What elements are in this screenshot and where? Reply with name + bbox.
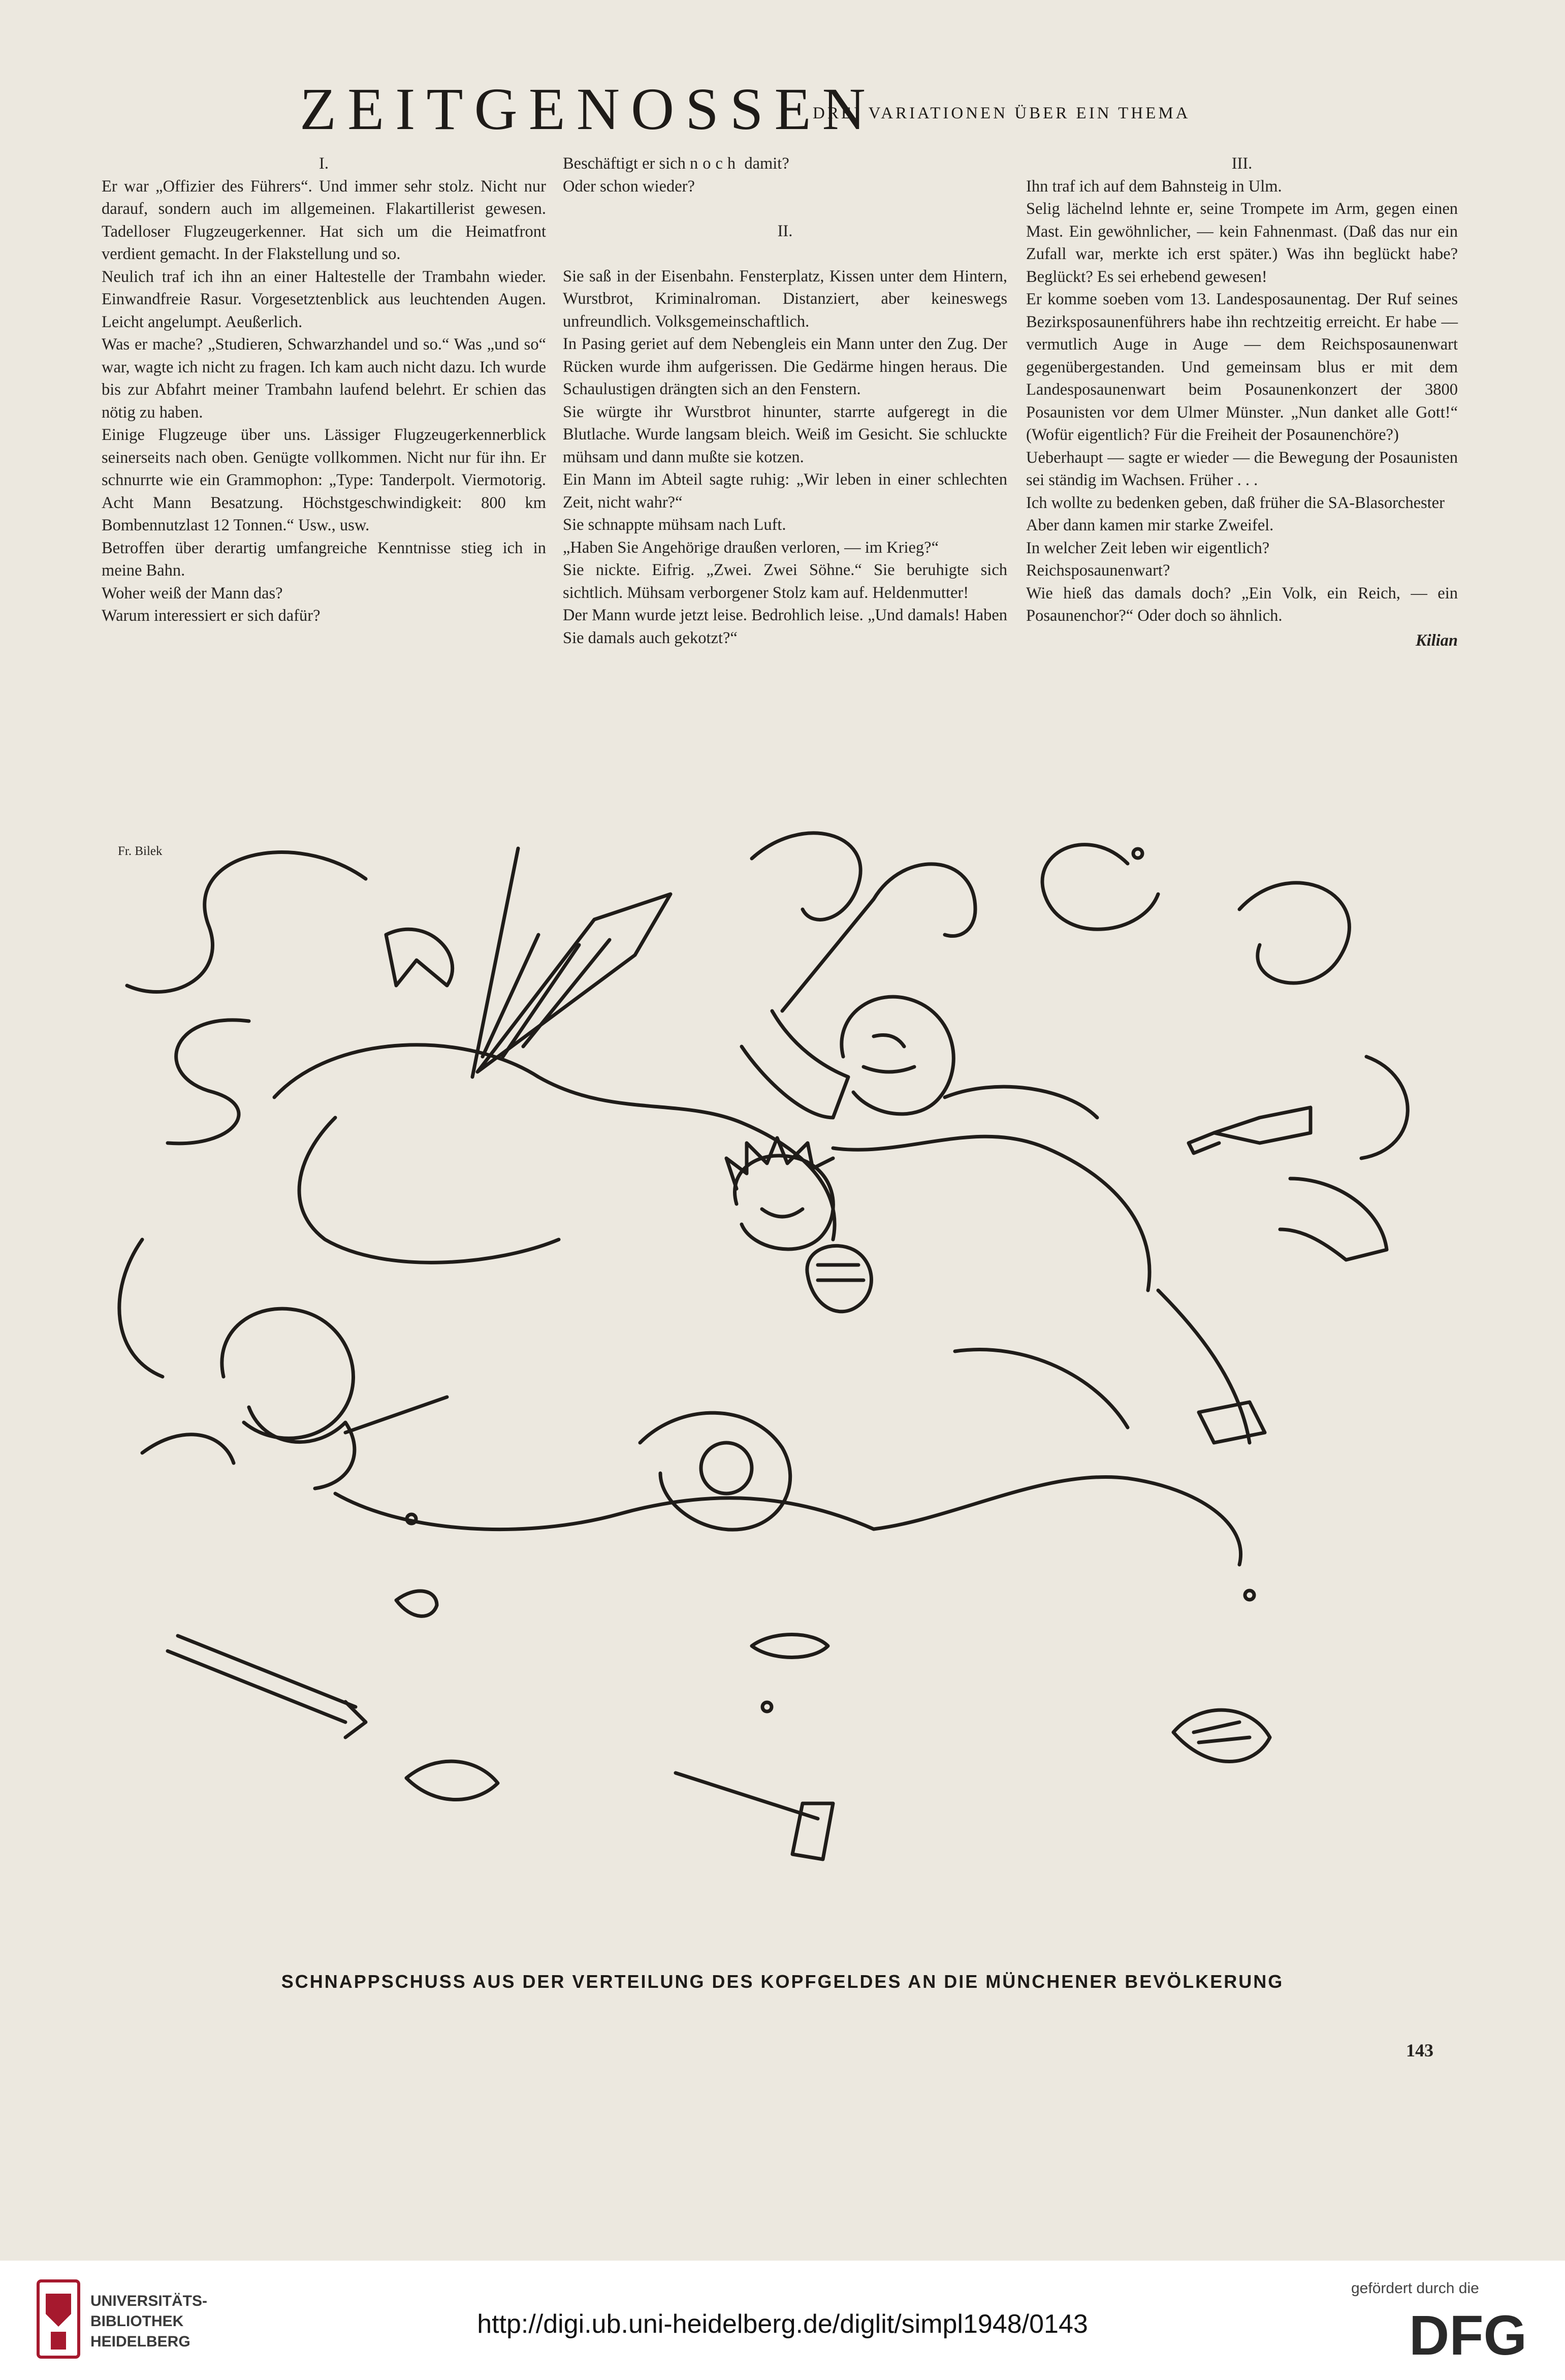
- institution-line: UNIVERSITÄTS-: [90, 2293, 208, 2309]
- paragraph: Aber dann kamen mir starke Zweifel.: [1026, 516, 1274, 534]
- paragraph: Wie hieß das damals doch? „Ein Volk, ein Reich, — ein Posaunenchor?“ Oder doch so ähnlich.: [1026, 584, 1458, 625]
- paragraph: Neulich traf ich ihn an einer Haltestelle der Trambahn wieder. Einwandfreie Rasur. Vorgesetztenblick aus leuchtenden Augen. Leicht angelumpt. Aeußerlich.: [102, 267, 546, 331]
- page-subtitle: DREI VARIATIONEN ÜBER EIN THEMA: [813, 104, 1191, 122]
- intro-text: damit?: [744, 154, 789, 173]
- institution-line: BIBLIOTHEK: [90, 2313, 184, 2330]
- illustration-caption: SCHNAPPSCHUSS AUS DER VERTEILUNG DES KOPFGELDES AN DIE MÜNCHENER BEVÖLKERUNG: [281, 1971, 1284, 1992]
- paragraph: Was er mache? „Studieren, Schwarzhandel und so.“ Was „und so“ war, wagte ich nicht zu fragen. Ich kam auch nicht dazu. Ich wurde bis zur Abfahrt meiner Trambahn laufend belehrt. Er schien das nötig zu haben.: [102, 335, 546, 422]
- artist-credit: Fr. Bilek: [118, 844, 163, 858]
- paragraph: Sie nickte. Eifrig. „Zwei. Zwei Söhne.“ Sie beruhigte sich sichtlich. Mühsam verborgener Stolz kam auf. Heldenmutter!: [563, 561, 1007, 602]
- author-signature: Kilian: [1415, 631, 1458, 650]
- section-number: I.: [319, 154, 329, 173]
- paragraph: Ein Mann im Abteil sagte ruhig: „Wir leben in einer schlechten Zeit, nicht wahr?“: [563, 470, 1007, 512]
- section-number: II.: [777, 222, 793, 240]
- paragraph: Betroffen über derartig umfangreiche Kenntnisse stieg ich in meine Bahn.: [102, 538, 546, 580]
- emphasized-word: noch: [690, 154, 741, 173]
- article-column-1: [102, 152, 546, 627]
- paragraph: In welcher Zeit leben wir eigentlich?: [1026, 538, 1270, 557]
- paragraph: Der Mann wurde jetzt leise. Bedrohlich leise. „Und damals! Haben Sie damals auch gekotzt?“: [563, 606, 1007, 647]
- intro-text: Beschäftigt er sich: [563, 154, 686, 173]
- paragraph: Sie würgte ihr Wurstbrot hinunter, starrte aufgeregt in die Blutlache. Wurde langsam bleich. Weiß im Gesicht. Sie schluckte mühsam und dann mußte sie kotzen.: [563, 402, 1007, 466]
- paragraph: „Haben Sie Angehörige draußen verloren, — im Krieg?“: [563, 538, 939, 557]
- section-number: III.: [1231, 154, 1253, 173]
- paragraph: Er war „Offizier des Führers“. Und immer sehr stolz. Nicht nur darauf, sondern auch im allgemeinen. Flakartillerist gewesen. Tadelloser Flugzeugerkenner. Hat sich um die Heimatfront verdient gemacht. In der Flakstellung und so.: [102, 177, 546, 263]
- paragraph: Reichsposaunenwart?: [1026, 561, 1170, 580]
- source-url-link[interactable]: http://digi.ub.uni-heidelberg.de/diglit/simpl1948/0143: [477, 2309, 1088, 2339]
- article-column-3: [1026, 152, 1458, 652]
- paragraph: Er komme soeben vom 13. Landesposaunentag. Der Ruf seines Bezirksposaunenführers habe ihn rechtzeitig erreicht. Er habe — vermutlich Auge in Auge — dem Reichsposaunenwart gegenübergestanden. Und gemeinsam blus er mit dem Landesposaunenwart beim Posaunenkonzert der 3800 Posaunisten vor dem Ulmer Münster. „Nun danket alle Gott!“ (Wofür eigentlich? Für die Freiheit der Posaunenchöre?): [1026, 290, 1458, 444]
- page-number: 143: [1406, 2040, 1433, 2060]
- dfg-logo-text: DFG: [1409, 2304, 1527, 2365]
- dfg-logo-icon: [1392, 2304, 1544, 2365]
- paragraph: Ihn traf ich auf dem Bahnsteig in Ulm.: [1026, 177, 1282, 196]
- cartoon-illustration: [81, 792, 1483, 1961]
- paragraph: Ueberhaupt — sagte er wieder — die Bewegung der Posaunisten sei ständig im Wachsen. Früher . . .: [1026, 448, 1458, 489]
- paragraph: Selig lächelnd lehnte er, seine Trompete im Arm, gegen einen Mast. Ein gewöhnlicher, — kein Fahnenmast. (Daß das nur ein Zufall war, merkte ich erst später.) Was ihn beglückt habe? Beglückt? Es sei erhebend gewesen!: [1026, 200, 1458, 286]
- paragraph: Sie saß in der Eisenbahn. Fensterplatz, Kissen unter dem Hintern, Wurstbrot, Kriminalroman. Distanziert, aber keineswegs unfreundlich. Volksgemeinschaftlich.: [563, 267, 1007, 331]
- funded-by-text: gefördert durch die: [1351, 2280, 1479, 2297]
- paragraph: Ich wollte zu bedenken geben, daß früher die SA-Blasorchester: [1026, 493, 1445, 512]
- institution-line: HEIDELBERG: [90, 2333, 190, 2350]
- article-column-2: [563, 152, 1007, 649]
- paragraph: Sie schnappte mühsam nach Luft.: [563, 516, 786, 534]
- paragraph: In Pasing geriet auf dem Nebengleis ein Mann unter den Zug. Der Rücken wurde ihm aufgerissen. Die Gedärme hingen heraus. Die Schaulustigen drängten sich an den Fenstern.: [563, 335, 1007, 398]
- paragraph: Warum interessiert er sich dafür?: [102, 607, 321, 625]
- paragraph: Einige Flugzeuge über uns. Lässiger Flugzeugerkennerblick seinerseits nach oben. Genügte vollkommen. Nicht nur für ihn. Er schnurrte wie ein Grammophon: „Type: Tanderpolt. Viermotorig. Acht Mann Besatzung. Höchstgeschwindigkeit: 800 km Bombennutzlast 12 Tonnen.“ Usw., usw.: [102, 426, 546, 534]
- paragraph-intro: [563, 152, 1007, 175]
- page-title: ZEITGENOSSEN: [300, 76, 877, 142]
- paragraph: Oder schon wieder?: [563, 177, 695, 196]
- paragraph: Woher weiß der Mann das?: [102, 584, 283, 602]
